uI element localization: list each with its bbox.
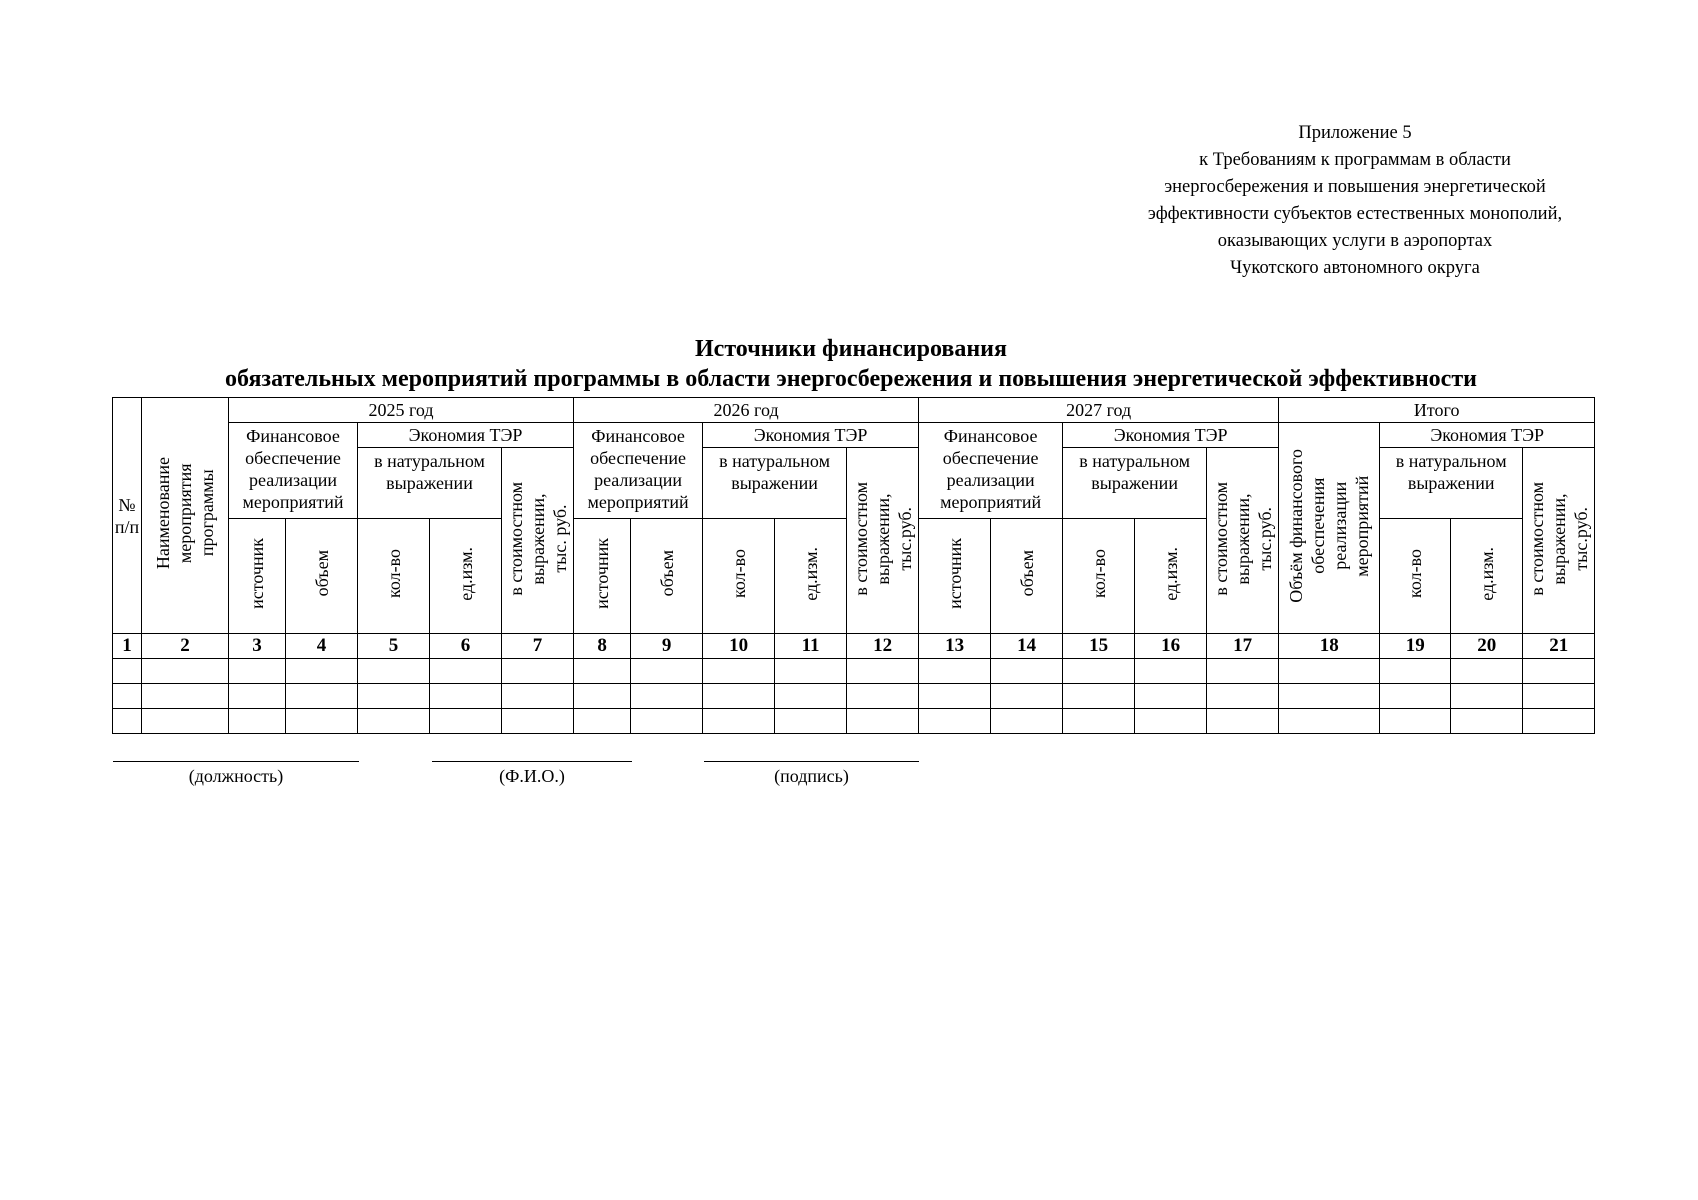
header-row-years	[113, 398, 1595, 423]
table-cell[interactable]	[775, 658, 847, 683]
unit-header: ед.изм.	[1135, 518, 1207, 634]
name-signature-line	[432, 761, 632, 762]
table-cell[interactable]	[1380, 708, 1451, 733]
appendix-line: эффективности субъектов естественных монополий,	[1147, 204, 1563, 224]
table-cell[interactable]	[1451, 683, 1523, 708]
natural-header: в натуральном выражении	[358, 448, 502, 518]
table-cell[interactable]	[113, 683, 142, 708]
column-number: 15	[1063, 634, 1135, 658]
table-cell[interactable]	[1279, 683, 1380, 708]
table-row	[113, 708, 1595, 733]
header-row-groups	[113, 423, 1595, 448]
year-2026-header: 2026 год	[574, 398, 919, 423]
column-number: 9	[631, 634, 703, 658]
table-cell[interactable]	[358, 683, 430, 708]
column-number: 4	[286, 634, 358, 658]
table-cell[interactable]	[1279, 658, 1380, 683]
appendix-line: Приложение 5	[1298, 123, 1412, 143]
column-number: 6	[430, 634, 502, 658]
column-number: 21	[1523, 634, 1595, 658]
column-number: 17	[1207, 634, 1279, 658]
table-cell[interactable]	[1380, 683, 1451, 708]
unit-header: ед.изм.	[775, 518, 847, 634]
table-cell[interactable]	[1451, 708, 1523, 733]
table-cell[interactable]	[574, 708, 631, 733]
table-cell[interactable]	[1207, 658, 1279, 683]
table-cell[interactable]	[775, 683, 847, 708]
document-title: Источники финансирования	[695, 336, 1007, 362]
cost-header: в стоимостном выражении, тыс.руб.	[1207, 448, 1279, 634]
qty-header: кол-во	[358, 518, 430, 634]
table-cell[interactable]	[703, 658, 775, 683]
volume-header: объем	[631, 518, 703, 634]
table-cell[interactable]	[502, 683, 574, 708]
source-header: источник	[919, 518, 991, 634]
fin-support-header: Финансовое обеспечение реализации мероприятий	[919, 423, 1063, 519]
table-cell[interactable]	[142, 708, 229, 733]
table-cell[interactable]	[1207, 683, 1279, 708]
appendix-line: к Требованиям к программам в области	[1199, 150, 1511, 170]
column-number: 3	[229, 634, 286, 658]
fin-volume-header: Объём финансового обеспечения реализации мероприятий	[1279, 423, 1380, 634]
unit-header: ед.изм.	[430, 518, 502, 634]
signature-label: (подпись)	[774, 766, 849, 786]
table-cell[interactable]	[631, 708, 703, 733]
signature-line	[704, 761, 919, 762]
column-number: 18	[1279, 634, 1380, 658]
column-number: 5	[358, 634, 430, 658]
table-cell[interactable]	[430, 708, 502, 733]
appendix-line: энергосбережения и повышения энергетической	[1164, 177, 1546, 197]
table-cell[interactable]	[358, 658, 430, 683]
natural-header: в натуральном выражении	[1380, 448, 1523, 518]
column-number: 10	[703, 634, 775, 658]
table-cell[interactable]	[991, 658, 1063, 683]
column-number: 19	[1380, 634, 1451, 658]
savings-header: Экономия ТЭР	[1063, 423, 1279, 448]
table-cell[interactable]	[142, 683, 229, 708]
qty-header: кол-во	[703, 518, 775, 634]
table-cell[interactable]	[631, 658, 703, 683]
table-cell[interactable]	[703, 708, 775, 733]
column-number: 7	[502, 634, 574, 658]
appendix-line: Чукотского автономного округа	[1230, 258, 1480, 278]
table-cell[interactable]	[1135, 658, 1207, 683]
table-cell[interactable]	[430, 683, 502, 708]
column-number: 16	[1135, 634, 1207, 658]
savings-header: Экономия ТЭР	[358, 423, 574, 448]
cost-header: в стоимостном выражении, тыс.руб.	[1523, 448, 1595, 634]
table-cell[interactable]	[286, 658, 358, 683]
position-signature-line	[113, 761, 359, 762]
table-cell[interactable]	[1135, 683, 1207, 708]
table-cell[interactable]	[574, 658, 631, 683]
document-subtitle: обязательных мероприятий программы в области энергосбережения и повышения энергетической эффективности	[225, 366, 1477, 392]
year-2027-header: 2027 год	[919, 398, 1279, 423]
table-cell[interactable]	[502, 658, 574, 683]
table-cell[interactable]	[775, 708, 847, 733]
table-cell[interactable]	[1523, 658, 1595, 683]
volume-header: объем	[991, 518, 1063, 634]
position-label: (должность)	[188, 766, 284, 786]
table-row	[113, 683, 1595, 708]
table-cell[interactable]	[919, 708, 991, 733]
cost-header: в стоимостном выражении, тыс. руб.	[502, 448, 574, 634]
table-cell[interactable]	[1063, 683, 1135, 708]
column-number: 12	[847, 634, 919, 658]
volume-header: объем	[286, 518, 358, 634]
qty-header: кол-во	[1063, 518, 1135, 634]
table-cell[interactable]	[229, 683, 286, 708]
table-cell[interactable]	[919, 658, 991, 683]
column-numbers-row	[113, 634, 1595, 658]
table-cell[interactable]	[919, 683, 991, 708]
cost-header: в стоимостном выражении, тыс.руб.	[847, 448, 919, 634]
year-2025-header: 2025 год	[229, 398, 574, 423]
column-number: 13	[919, 634, 991, 658]
table-cell[interactable]	[229, 658, 286, 683]
table-cell[interactable]	[430, 658, 502, 683]
table-cell[interactable]	[1063, 658, 1135, 683]
table-cell[interactable]	[1523, 683, 1595, 708]
table-cell[interactable]	[574, 683, 631, 708]
column-number: 2	[142, 634, 229, 658]
appendix-note	[1090, 120, 1620, 282]
table-cell[interactable]	[229, 708, 286, 733]
unit-header: ед.изм.	[1451, 518, 1523, 634]
table-cell[interactable]	[991, 683, 1063, 708]
table-cell[interactable]	[991, 708, 1063, 733]
name-label: (Ф.И.О.)	[499, 766, 565, 786]
table-cell[interactable]	[1523, 708, 1595, 733]
source-header: источник	[229, 518, 286, 634]
table-cell[interactable]	[847, 708, 919, 733]
table-cell[interactable]	[113, 658, 142, 683]
table-cell[interactable]	[502, 708, 574, 733]
table-cell[interactable]	[142, 658, 229, 683]
table-cell[interactable]	[703, 683, 775, 708]
table-cell[interactable]	[1207, 708, 1279, 733]
qty-header: кол-во	[1380, 518, 1451, 634]
natural-header: в натуральном выражении	[703, 448, 847, 518]
activity-name-header: Наименование мероприятия программы	[142, 398, 229, 634]
table-cell[interactable]	[1135, 708, 1207, 733]
table-cell[interactable]	[113, 708, 142, 733]
column-number: 11	[775, 634, 847, 658]
row-number-header: № п/п	[113, 398, 142, 634]
table-cell[interactable]	[286, 708, 358, 733]
financing-table	[112, 397, 1595, 734]
table-cell[interactable]	[1380, 658, 1451, 683]
table-cell[interactable]	[847, 683, 919, 708]
natural-header: в натуральном выражении	[1063, 448, 1207, 518]
table-cell[interactable]	[286, 683, 358, 708]
column-number: 1	[113, 634, 142, 658]
table-cell[interactable]	[358, 708, 430, 733]
table-cell[interactable]	[1063, 708, 1135, 733]
appendix-line: оказывающих услуги в аэропортах	[1217, 231, 1493, 251]
column-number: 8	[574, 634, 631, 658]
table-row	[113, 658, 1595, 683]
total-header: Итого	[1279, 398, 1595, 423]
table-cell[interactable]	[1451, 658, 1523, 683]
table-cell[interactable]	[847, 658, 919, 683]
fin-support-header: Финансовое обеспечение реализации мероприятий	[229, 423, 358, 519]
table-cell[interactable]	[1279, 708, 1380, 733]
column-number: 20	[1451, 634, 1523, 658]
fin-support-header: Финансовое обеспечение реализации мероприятий	[574, 423, 703, 519]
table-cell[interactable]	[631, 683, 703, 708]
column-number: 14	[991, 634, 1063, 658]
savings-header: Экономия ТЭР	[1380, 423, 1595, 448]
source-header: источник	[574, 518, 631, 634]
savings-header: Экономия ТЭР	[703, 423, 919, 448]
